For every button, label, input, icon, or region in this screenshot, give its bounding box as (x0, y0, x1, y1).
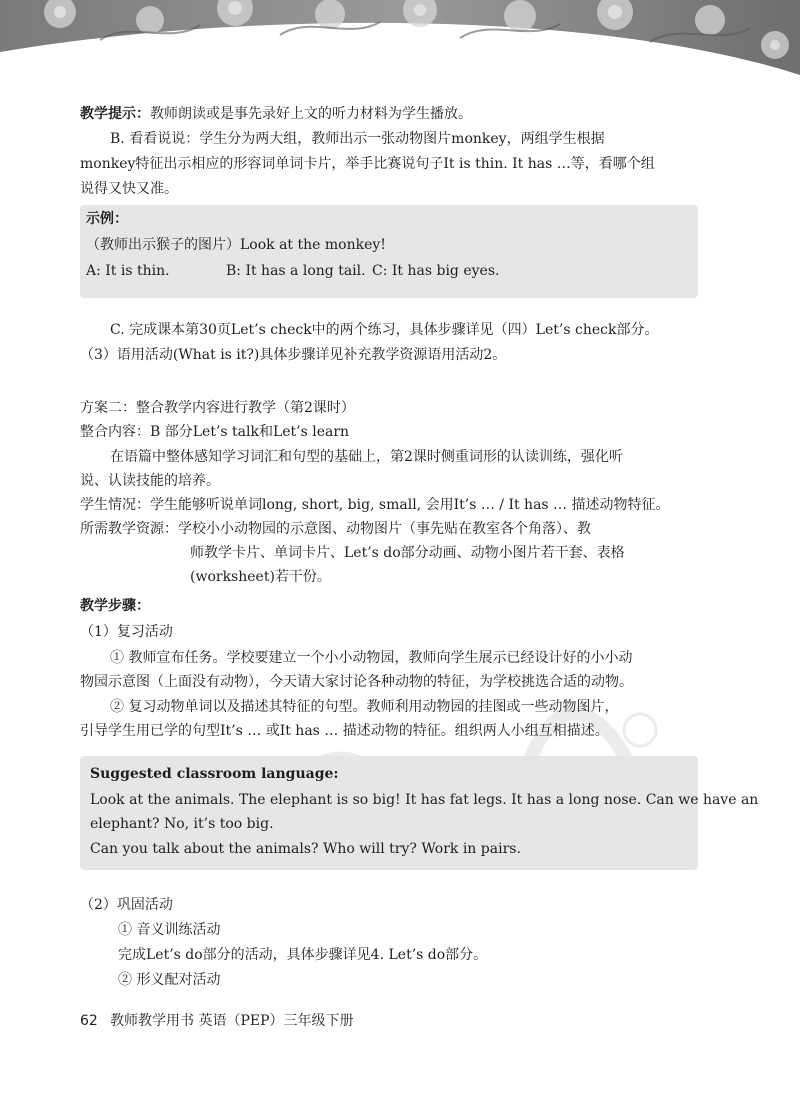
plan-2-content: 整合内容：B 部分Let’s talk和Let’s learn (80, 424, 350, 440)
review-activity-title: （1）复习活动 (80, 624, 173, 640)
example-line-a: A: It is thin. (86, 263, 170, 279)
review-p2-line-1: ② 复习动物单词以及描述其特征的句型。教师利用动物园的挂图或一些动物图片， (110, 699, 619, 715)
classroom-language-title: Suggested classroom language: (90, 766, 339, 782)
classroom-language-line-3: Can you talk about the animals? Who will try? Work in pairs. (90, 841, 521, 857)
review-p2-line-2: 引导学生用已学的句型It’s … 或It has … 描述动物的特征。组织两人小组互相描述。 (80, 723, 609, 739)
item-3-pragmatic-activity: （3）语用活动(What is it?)具体步骤详见补充教学资源语用活动2。 (80, 347, 507, 363)
step-c: C. 完成课本第30页Let’s check中的两个练习，具体步骤详见（四）Let’s check部分。 (110, 322, 659, 338)
teaching-hint-text: 教师朗读或是事先录好上文的听力材料为学生播放。 (150, 106, 472, 122)
review-p1-line-2: 物园示意图（上面没有动物），今天请大家讨论各种动物的特征，为学校挑选合适的动物。 (80, 674, 633, 690)
consolidate-sub-1-text: 完成Let’s do部分的活动，具体步骤详见4. Let’s do部分。 (118, 947, 488, 963)
teaching-hint-label: 教学提示： (80, 106, 150, 122)
teaching-hint (80, 104, 472, 124)
teaching-steps-title: 教学步骤： (80, 598, 150, 614)
plan-2-resources-line-3: (worksheet)若干份。 (190, 569, 331, 585)
consolidate-sub-1: ① 音义训练活动 (118, 922, 221, 938)
plan-2-resources-line-2: 师教学卡片、单词卡片、Let’s do部分动画、动物小图片若干套、表格 (190, 545, 625, 561)
step-b-line-3: 说得又快又准。 (80, 181, 178, 197)
example-line-b: B: It has a long tail. (226, 263, 366, 279)
plan-2-desc-line-2: 说、认读技能的培养。 (80, 473, 220, 489)
plan-2-desc-line-1: 在语篇中整体感知学习词汇和句型的基础上，第2课时侧重词形的认读训练，强化听 (110, 449, 623, 465)
example-box (80, 205, 698, 298)
plan-2-resources-line-1: 所需教学资源：学校小小动物园的示意图、动物图片（事先贴在教室各个角落）、教 (80, 521, 591, 537)
plan-2-students: 学生情况：学生能够听说单词long, short, big, small, 会用It’s … / It has … 描述动物特征。 (80, 497, 670, 513)
plan-2-title: 方案二：整合教学内容进行教学（第2课时） (80, 400, 355, 416)
example-box-line-1: （教师出示猴子的图片）Look at the monkey! (86, 237, 386, 253)
consolidate-activity-title: （2）巩固活动 (80, 897, 173, 913)
example-line-c: C: It has big eyes. (372, 263, 500, 279)
consolidate-sub-2: ② 形义配对活动 (118, 972, 221, 988)
classroom-language-line-1: Look at the animals. The elephant is so big! It has fat legs. It has a long nose. Can we have an (90, 792, 759, 808)
example-box-title: 示例： (86, 211, 128, 227)
step-b-line-2: monkey特征出示相应的形容词单词卡片，举手比赛说句子It is thin. It has …等，看哪个组 (80, 156, 655, 172)
book-title: 教师教学用书 英语（PEP）三年级下册 (110, 1013, 354, 1029)
classroom-language-box (80, 756, 759, 870)
page-number: 62 (80, 1013, 98, 1029)
classroom-language-line-2: elephant? No, it’s too big. (90, 816, 274, 832)
review-p1-line-1: ① 教师宣布任务。学校要建立一个小小动物园，教师向学生展示已经设计好的小小动 (110, 650, 633, 666)
step-b-line-1: B. 看看说说：学生分为两大组，教师出示一张动物图片monkey，两组学生根据 (110, 131, 605, 147)
